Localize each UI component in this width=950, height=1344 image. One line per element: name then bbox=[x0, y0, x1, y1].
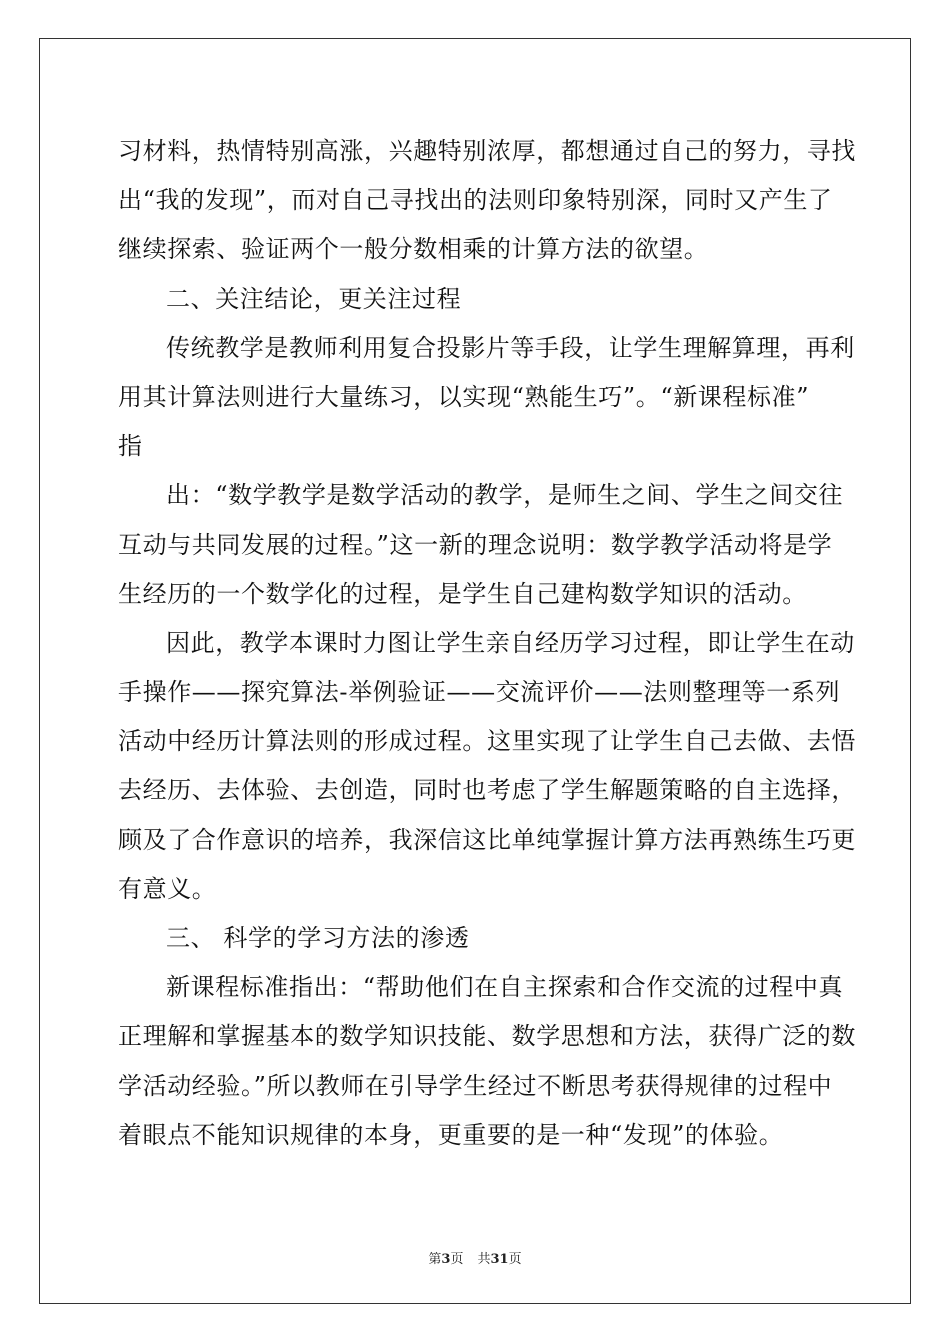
text-line: 去经历、去体验、去创造，同时也考虑了学生解题策略的自主选择， bbox=[118, 776, 856, 805]
text-line: 传统教学是教师利用复合投影片等手段，让学生理解算理，再利 bbox=[166, 333, 855, 362]
text-line: 生经历的一个数学化的过程，是学生自己建构数学知识的活动。 bbox=[118, 579, 807, 608]
page-footer bbox=[0, 1248, 950, 1267]
total-suffix: 页 bbox=[508, 1252, 522, 1267]
text-line: 指 bbox=[118, 432, 143, 461]
text-line: 有意义。 bbox=[118, 874, 217, 903]
text-line: 出“我的发现”，而对自己寻找出的法则印象特别深，同时又产生了 bbox=[118, 186, 833, 215]
text-line: 学活动经验。”所以教师在引导学生经过不断思考获得规律的过程中 bbox=[118, 1071, 833, 1100]
section-heading: 三、 科学的学习方法的渗透 bbox=[166, 924, 470, 952]
text-line: 活动中经历计算法则的形成过程。这里实现了让学生自己去做、去悟 bbox=[118, 727, 856, 756]
text-line: 正理解和掌握基本的数学知识技能、数学思想和方法，获得广泛的数 bbox=[118, 1022, 856, 1051]
page-prefix: 第 bbox=[428, 1252, 442, 1267]
section-heading: 二、关注结论，更关注过程 bbox=[166, 284, 462, 313]
text-line: 互动与共同发展的过程。”这一新的理念说明：数学教学活动将是学 bbox=[118, 530, 833, 559]
total-prefix: 共 bbox=[477, 1252, 491, 1267]
total-pages: 31 bbox=[490, 1252, 509, 1267]
text-line: 顾及了合作意识的培养，我深信这比单纯掌握计算方法再熟练生巧更 bbox=[118, 825, 856, 854]
text-line: 着眼点不能知识规律的本身，更重要的是一种“发现”的体验。 bbox=[118, 1120, 784, 1149]
text-line: 继续探索、验证两个一般分数相乘的计算方法的欲望。 bbox=[118, 235, 709, 264]
text-line: 习材料，热情特别高涨，兴趣特别浓厚，都想通过自己的努力，寻找 bbox=[118, 137, 856, 165]
page-number: 3 bbox=[441, 1252, 451, 1267]
text-line: 手操作——探究算法-举例验证——交流评价——法则整理等一系列 bbox=[118, 678, 841, 707]
document-body bbox=[118, 127, 856, 1160]
text-line: 用其计算法则进行大量练习，以实现“熟能生巧”。“新课程标准” bbox=[118, 382, 810, 411]
text-line: 因此，教学本课时力图让学生亲自经历学习过程，即让学生在动 bbox=[166, 628, 855, 657]
page-suffix: 页 bbox=[450, 1252, 464, 1267]
text-line: 新课程标准指出：“帮助他们在自主探索和合作交流的过程中真 bbox=[166, 973, 844, 1002]
text-line: 出：“数学教学是数学活动的教学，是师生之间、学生之间交往 bbox=[166, 481, 844, 510]
